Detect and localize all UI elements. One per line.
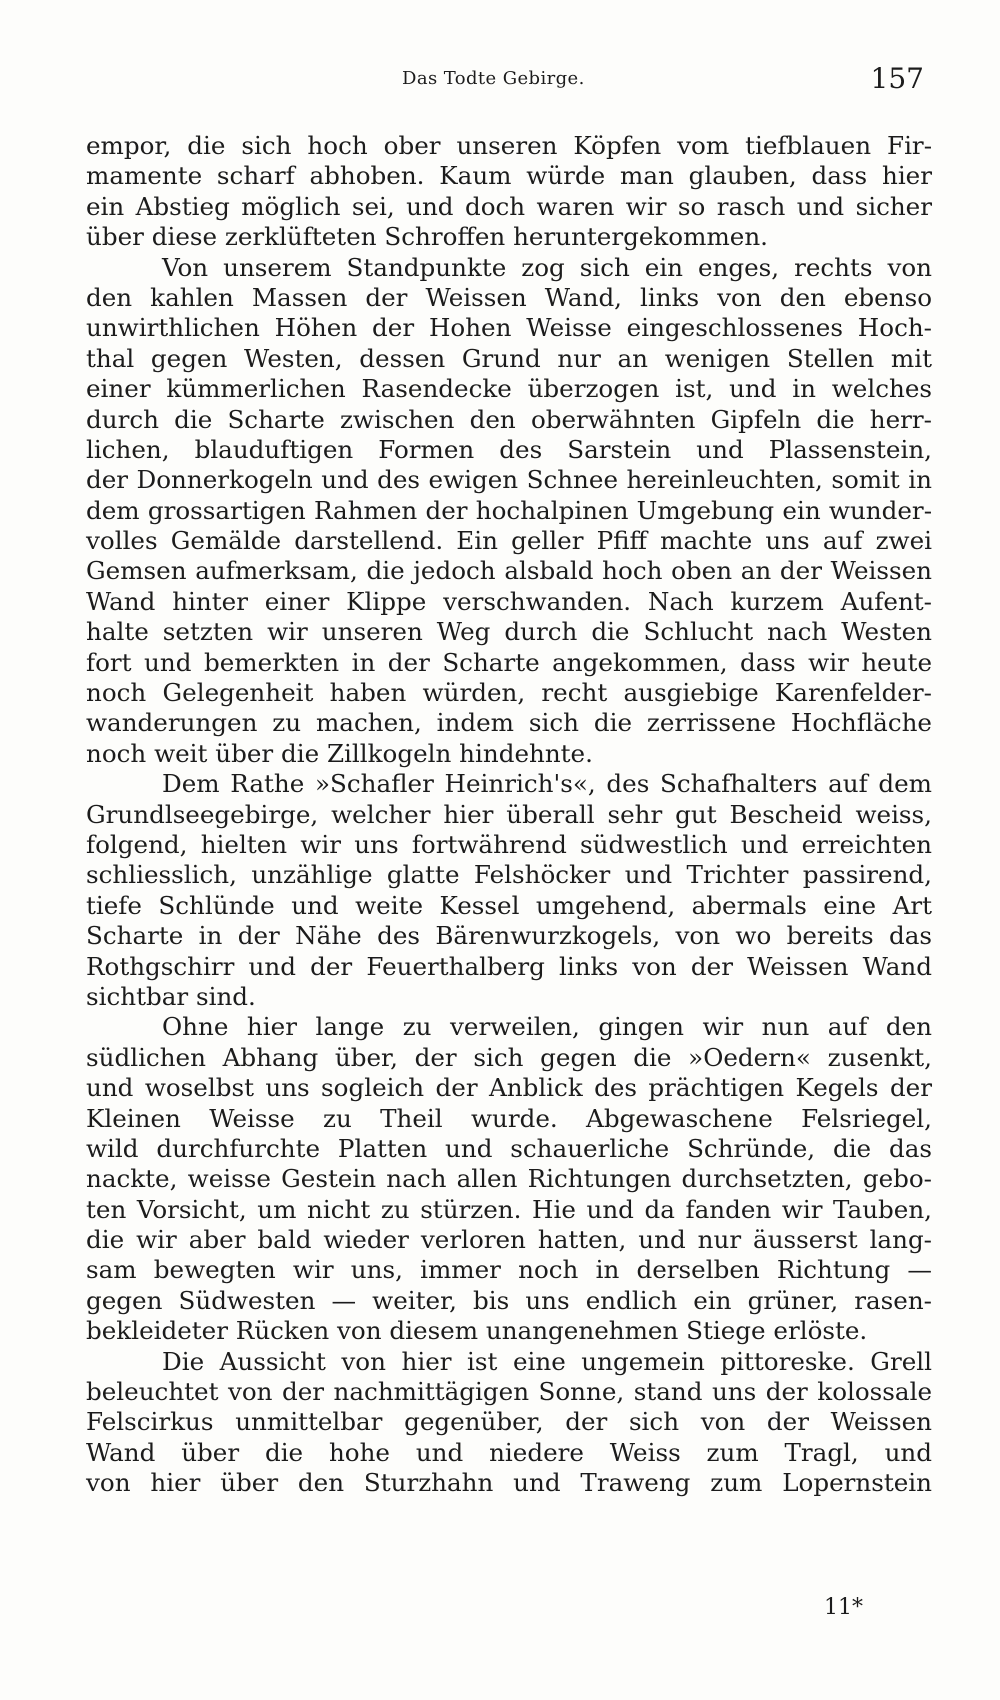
text-line: ten Vorsicht, um nicht zu stürzen. Hie und da fanden wir Tauben, (86, 1194, 932, 1224)
text-line: mamente scharf abhoben. Kaum würde man glauben, dass hier (86, 161, 932, 191)
text-line: die wir aber bald wieder verloren hatten, und nur äusserst lang- (86, 1225, 932, 1255)
text-line: volles Gemälde darstellend. Ein geller Pfiff machte uns auf zwei (86, 526, 932, 556)
text-line: sam bewegten wir uns, immer noch in derselben Richtung — (86, 1255, 932, 1285)
text-line: Wand über die hohe und niedere Weiss zum Tragl, und (86, 1437, 932, 1467)
text-line: gegen Südwesten — weiter, bis uns endlich ein grüner, rasen- (86, 1285, 932, 1315)
text-line: Wand hinter einer Klippe verschwanden. Nach kurzem Aufent- (86, 586, 932, 616)
text-line: und woselbst uns sogleich der Anblick des prächtigen Kegels der (86, 1073, 932, 1103)
text-line: Scharte in der Nähe des Bärenwurzkogels, von wo bereits das (86, 921, 932, 951)
text-line: ein Abstieg möglich sei, und doch waren wir so rasch und sicher (86, 191, 932, 221)
text-line: sichtbar sind. (86, 981, 256, 1011)
text-line: Kleinen Weisse zu Theil wurde. Abgewaschene Felsriegel, (86, 1103, 932, 1133)
text-line: wild durchfurchte Platten und schauerliche Schründe, die das (86, 1133, 932, 1163)
text-line: der Donnerkogeln und des ewigen Schnee hereinleuchten, somit in (86, 465, 932, 495)
running-title: Das Todte Gebirge. (402, 68, 585, 89)
text-line: von hier über den Sturzhahn und Traweng zum Lopernstein (86, 1468, 932, 1498)
text-line: durch die Scharte zwischen den oberwähnten Gipfeln die herr- (86, 404, 932, 434)
text-line: wanderungen zu machen, indem sich die zerrissene Hochfläche (86, 708, 932, 738)
text-line: unwirthlichen Höhen der Hohen Weisse eingeschlossenes Hoch- (86, 313, 932, 343)
text-line: nackte, weisse Gestein nach allen Richtungen durchsetzten, gebo- (86, 1164, 932, 1194)
text-line: Grundlseegebirge, welcher hier überall sehr gut Bescheid weiss, (86, 799, 932, 829)
text-line: halte setzten wir unseren Weg durch die Schlucht nach Westen (86, 617, 932, 647)
text-line: Felscirkus unmittelbar gegenüber, der sich von der Weissen (86, 1407, 932, 1437)
text-line: Dem Rathe »Schafler Heinrich's«, des Schafhalters auf dem (162, 769, 932, 799)
page-header (86, 62, 924, 102)
text-line: beleuchtet von der nachmittägigen Sonne, stand uns der kolossale (86, 1377, 932, 1407)
text-line: schliesslich, unzählige glatte Felshöcker und Trichter passirend, (86, 860, 932, 890)
text-line: thal gegen Westen, dessen Grund nur an wenigen Stellen mit (86, 343, 932, 373)
text-line: fort und bemerkten in der Scharte angekommen, dass wir heute (86, 647, 932, 677)
text-line: Ohne hier lange zu verweilen, gingen wir nun auf den (162, 1012, 932, 1042)
text-line: südlichen Abhang über, der sich gegen die »Oedern« zusenkt, (86, 1042, 932, 1072)
text-line: Gemsen aufmerksam, die jedoch alsbald hoch oben an der Weissen (86, 556, 932, 586)
text-line: über diese zerklüfteten Schroffen heruntergekommen. (86, 222, 768, 252)
body-text (86, 131, 932, 1499)
text-line: den kahlen Massen der Weissen Wand, links von den ebenso (86, 282, 932, 312)
text-line: empor, die sich hoch ober unseren Köpfen vom tiefblauen Fir- (86, 131, 932, 160)
text-line: Rothgschirr und der Feuerthalberg links von der Weissen Wand (86, 951, 932, 981)
text-line: noch weit über die Zillkogeln hindehnte. (86, 738, 593, 768)
text-line: tiefe Schlünde und weite Kessel umgehend, abermals eine Art (86, 890, 932, 920)
page-number: 157 (870, 62, 924, 95)
signature-mark: 11* (824, 1595, 863, 1620)
text-line: folgend, hielten wir uns fortwährend südwestlich und erreichten (86, 829, 932, 859)
text-line: bekleideter Rücken von diesem unangenehmen Stiege erlöste. (86, 1316, 868, 1346)
text-line: noch Gelegenheit haben würden, recht ausgiebige Karenfelder- (86, 678, 932, 708)
text-line: Von unserem Standpunkte zog sich ein enges, rechts von (162, 252, 932, 282)
text-line: lichen, blauduftigen Formen des Sarstein und Plassenstein, (86, 434, 932, 464)
text-line: dem grossartigen Rahmen der hochalpinen Umgebung ein wunder- (86, 495, 932, 525)
text-line: Die Aussicht von hier ist eine ungemein pittoreske. Grell (162, 1346, 932, 1376)
text-line: einer kümmerlichen Rasendecke überzogen ist, und in welches (86, 374, 932, 404)
